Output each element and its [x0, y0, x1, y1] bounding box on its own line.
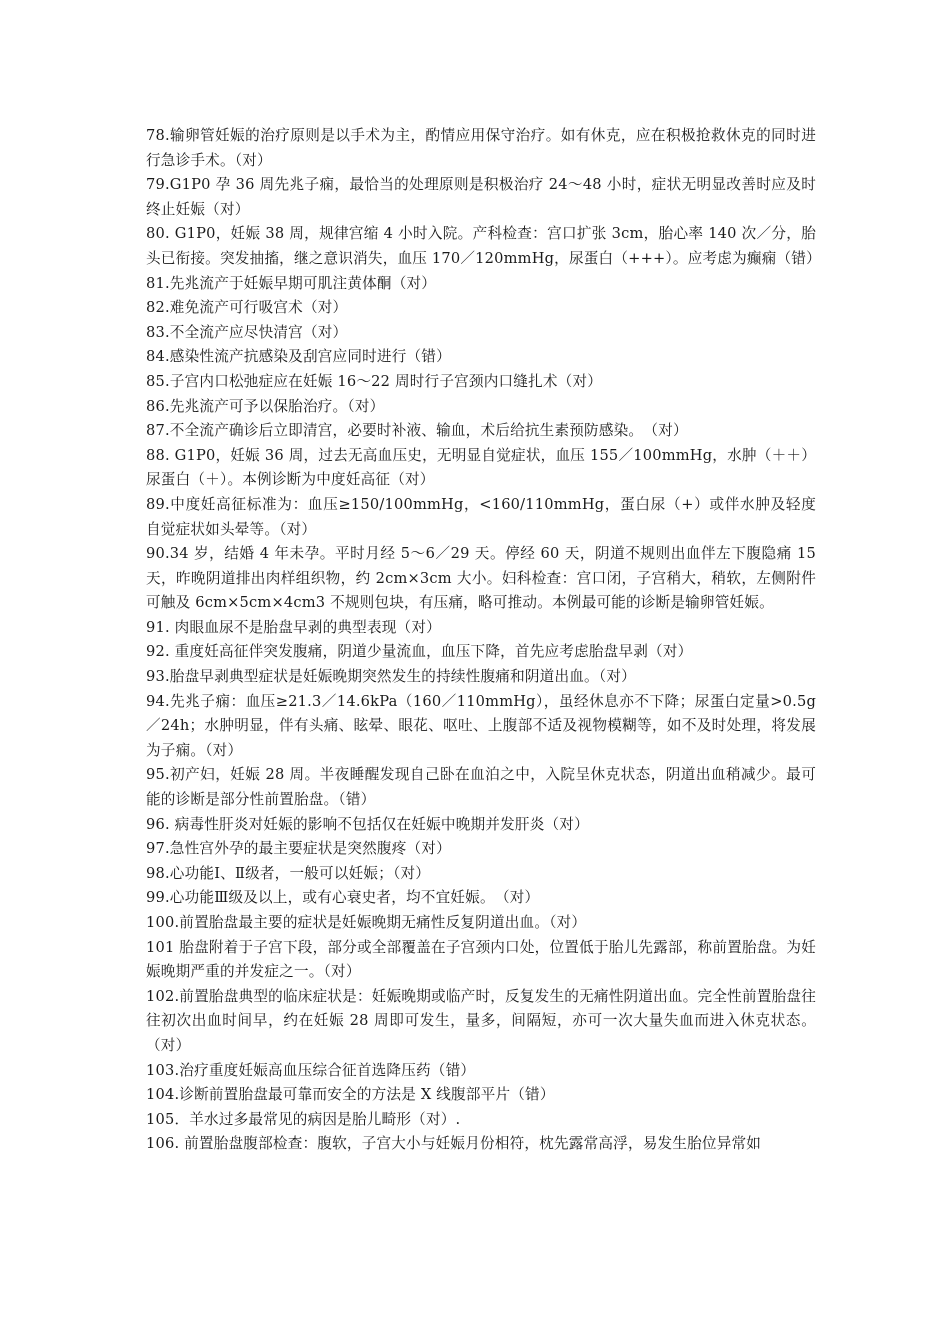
question-item: 98.心功能Ⅰ、Ⅱ级者，一般可以妊娠；（对） [146, 864, 431, 882]
question-item: 100.前置胎盘最主要的症状是妊娠晚期无痛性反复阴道出血。（对） [146, 914, 587, 931]
question-item: 85.子宫内口松弛症应在妊娠 16～22 周时行子宫颈内口缝扎术（对） [146, 372, 603, 390]
question-item: 99.心功能Ⅲ级及以上，或有心衰史者，均不宜妊娠。 （对） [146, 889, 540, 907]
question-item: 83.不全流产应尽快清宫（对） [146, 323, 348, 341]
question-item: 82.难免流产可行吸宫术（对） [146, 299, 348, 317]
question-item: 94.先兆子痫：血压≥21.3／14.6kPa（160／110mmHg），虽经休息亦不下降；尿蛋白定量>0.5g／24h；水肿明显，伴有头痛、眩晕、眼花、呕吐、上腹部不适及视物模糊等，如不及时处理，将发展为子痫。（对） [146, 692, 816, 759]
question-item: 78.输卵管妊娠的治疗原则是以手术为主，酌情应用保守治疗。如有休克，应在积极抢救休克的同时进行急诊手术。（对） [146, 127, 816, 169]
question-item: 104.诊断前置胎盘最可靠而安全的方法是 X 线腹部平片（错） [146, 1086, 555, 1104]
question-item: 103.治疗重度妊娠高血压综合征首选降压药（错） [146, 1061, 476, 1079]
question-item: 79.G1P0 孕 36 周先兆子痫，最恰当的处理原则是积极治疗 24～48 小时，症状无明显改善时应及时终止妊娠（对） [146, 176, 816, 218]
question-item: 88. G1P0，妊娠 36 周，过去无高血压史，无明显自觉症状，血压 155／100mmHg，水肿（＋＋）尿蛋白（＋）。本例诊断为中度妊高征（对） [146, 446, 816, 489]
question-item: 106. 前置胎盘腹部检查：腹软，子宫大小与妊娠月份相符，枕先露常高浮，易发生胎位异常如 [146, 1135, 762, 1153]
question-item: 89.中度妊高征标准为：血压≥150/100mmHg，<160/110mmHg，蛋白尿（+）或伴水肿及轻度自觉症状如头晕等。（对） [146, 495, 816, 538]
question-item: 92. 重度妊高征伴突发腹痛，阴道少量流血，血压下降，首先应考虑胎盘早剥（对） [146, 643, 693, 661]
question-item: 102.前置胎盘典型的临床症状是：妊娠晚期或临产时，反复发生的无痛性阴道出血。完全性前置胎盘往往初次出血时间早，约在妊娠 28 周即可发生，量多，间隔短，亦可一次大量失血而进入休克状态。（对） [146, 987, 816, 1054]
question-item: 97.急性宫外孕的最主要症状是突然腹疼（对） [146, 840, 451, 858]
question-item: 105．羊水过多最常见的病因是胎儿畸形（对）. [146, 1110, 461, 1128]
document-body [146, 124, 821, 1157]
question-item: 80. G1P0，妊娠 38 周，规律宫缩 4 小时入院。产科检查：宫口扩张 3cm，胎心率 140 次／分，胎头已衔接。突发抽搐，继之意识消失，血压 170／120mmHg，尿蛋白（+++）。应考虑为癫痫（错） [146, 225, 821, 267]
question-item: 90.34 岁，结婚 4 年未孕。平时月经 5～6／29 天。停经 60 天，阴道不规则出血伴左下腹隐痛 15 天，昨晚阴道排出肉样组织物，约 2cm×3cm 大小。妇科检查：宫口闭，子宫稍大，稍软，左侧附件可触及 6cm×5cm×4cm3 不规则包块，有压痛，略可推动。本例最可能的诊断是输卵管妊娠。 [146, 545, 816, 612]
question-item: 96. 病毒性肝炎对妊娠的影响不包括仅在妊娠中晚期并发肝炎（对） [146, 815, 589, 833]
question-item: 87.不全流产确诊后立即清宫，必要时补液、输血，术后给抗生素预防感染。 （对） [146, 422, 688, 440]
question-item: 95.初产妇，妊娠 28 周。半夜睡醒发现自己卧在血泊之中，入院呈休克状态，阴道出血稍减少。最可能的诊断是部分性前置胎盘。（错） [146, 766, 816, 809]
question-item: 81.先兆流产于妊娠早期可肌注黄体酮（对） [146, 274, 437, 292]
question-item: 91. 肉眼血尿不是胎盘早剥的典型表现（对） [146, 618, 441, 636]
question-item: 84.感染性流产抗感染及刮宫应同时进行（错） [146, 348, 451, 366]
question-item: 101 胎盘附着于子宫下段，部分或全部覆盖在子宫颈内口处，位置低于胎儿先露部，称前置胎盘。为妊娠晚期严重的并发症之一。（对） [146, 938, 816, 981]
question-item: 86.先兆流产可予以保胎治疗。（对） [146, 397, 385, 415]
question-item: 93.胎盘早剥典型症状是妊娠晚期突然发生的持续性腹痛和阴道出血。（对） [146, 668, 636, 686]
